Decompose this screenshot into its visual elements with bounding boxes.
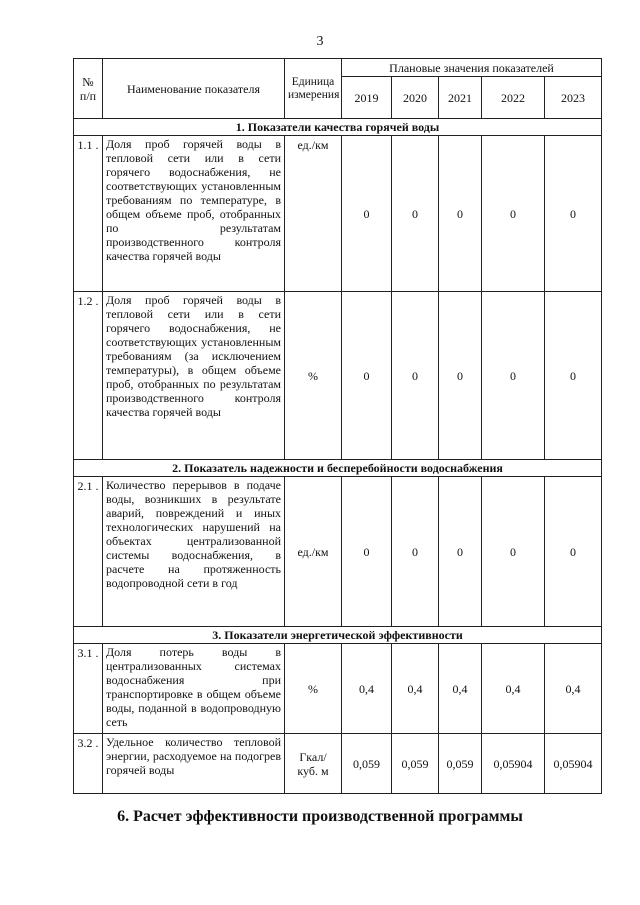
indicator-name: Удельное количество тепловой энергии, расходуемое на подогрев горячей воды	[103, 734, 285, 794]
indicator-name: Доля потерь воды в централизованных системах водоснабжения при транспортировке в общем объеме воды, поданной в водопроводную сеть	[103, 644, 285, 734]
page-number: 3	[316, 34, 324, 49]
value-cell: 0,4	[545, 644, 602, 734]
value-cell: 0,4	[439, 644, 482, 734]
indicator-unit: %	[285, 292, 342, 460]
value-cell: 0	[342, 136, 392, 292]
indicator-name: Количество перерывов в подаче воды, возникших в результате аварий, повреждений и иных технологических нарушений на объектах централизованной системы водоснабжения, в расчете на протяженность водопроводной сети в год	[103, 477, 285, 627]
header-num: № п/п	[74, 59, 103, 119]
value-cell: 0,4	[342, 644, 392, 734]
table-row	[74, 734, 602, 794]
value-cell: 0,05904	[482, 734, 545, 794]
value-cell: 0	[392, 292, 439, 460]
value-cell: 0,059	[439, 734, 482, 794]
indicators-table	[73, 58, 602, 794]
section-row	[74, 119, 602, 136]
value-cell: 0	[439, 292, 482, 460]
row-number: 1.1 .	[74, 136, 103, 292]
section-title: 3. Показатели энергетической эффективности	[74, 627, 602, 644]
indicator-unit: ед./км	[285, 136, 342, 292]
indicator-unit: %	[285, 644, 342, 734]
header-year: 2019	[342, 77, 392, 119]
header-name: Наименование показателя	[103, 59, 285, 119]
header-year: 2020	[392, 77, 439, 119]
table-row	[74, 644, 602, 734]
value-cell: 0	[439, 477, 482, 627]
header-year: 2023	[545, 77, 602, 119]
indicator-unit: ед./км	[285, 477, 342, 627]
header-unit: Единица измерения	[285, 59, 342, 119]
section-heading: 6. Расчет эффективности производственной программы	[117, 808, 523, 825]
value-cell: 0	[545, 136, 602, 292]
indicator-name: Доля проб горячей воды в тепловой сети или в сети горячего водоснабжения, не соответствующих установленным требованиям по температуре, в общем объеме проб, отобранных по результатам производственного контроля качества горячей воды	[103, 136, 285, 292]
value-cell: 0	[392, 477, 439, 627]
section-title: 1. Показатели качества горячей воды	[74, 119, 602, 136]
row-number: 2.1 .	[74, 477, 103, 627]
row-number: 3.1 .	[74, 644, 103, 734]
value-cell: 0	[392, 136, 439, 292]
section-row	[74, 627, 602, 644]
value-cell: 0,4	[392, 644, 439, 734]
value-cell: 0,059	[342, 734, 392, 794]
value-cell: 0	[545, 477, 602, 627]
table-row	[74, 136, 602, 292]
value-cell: 0	[342, 292, 392, 460]
value-cell: 0	[482, 477, 545, 627]
header-plan: Плановые значения показателей	[342, 59, 602, 77]
indicator-unit: Гкал/ куб. м	[285, 734, 342, 794]
value-cell: 0,4	[482, 644, 545, 734]
table-row	[74, 292, 602, 460]
row-number: 1.2 .	[74, 292, 103, 460]
table-row	[74, 477, 602, 627]
value-cell: 0,059	[392, 734, 439, 794]
header-year: 2022	[482, 77, 545, 119]
value-cell: 0	[482, 292, 545, 460]
value-cell: 0	[482, 136, 545, 292]
value-cell: 0	[545, 292, 602, 460]
header-year: 2021	[439, 77, 482, 119]
value-cell: 0	[439, 136, 482, 292]
indicator-name: Доля проб горячей воды в тепловой сети или в сети горячего водоснабжения, не соответствующих установленным требованиям (за исключением температуры), в общем объеме проб, отобранных по результатам производственного контроля качества горячей воды	[103, 292, 285, 460]
value-cell: 0,05904	[545, 734, 602, 794]
row-number: 3.2 .	[74, 734, 103, 794]
value-cell: 0	[342, 477, 392, 627]
section-row	[74, 460, 602, 477]
section-title: 2. Показатель надежности и бесперебойности водоснабжения	[74, 460, 602, 477]
